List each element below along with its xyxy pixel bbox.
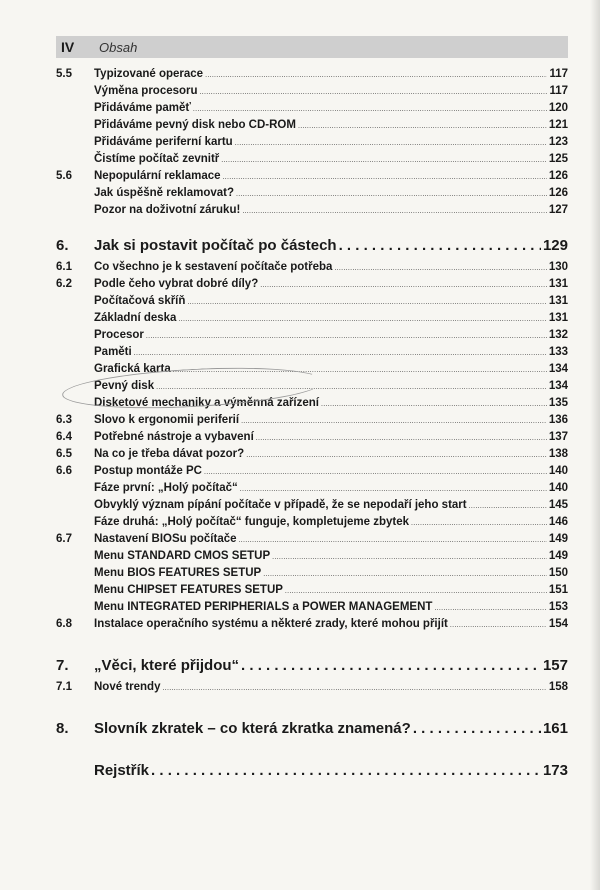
toc-entry-row xyxy=(56,681,568,698)
toc-entry-page: 154 xyxy=(548,618,568,630)
dot-leader xyxy=(146,329,547,341)
toc-entry-number: 5.5 xyxy=(56,68,72,80)
toc-entry-title: Potřebné nástroje a vybavení xyxy=(94,431,254,443)
toc-entry-page: 120 xyxy=(548,102,568,114)
toc-entry-number: 6.6 xyxy=(56,465,72,477)
toc-entry-row xyxy=(56,533,568,550)
toc-entry-number: 6.2 xyxy=(56,278,72,290)
dot-leader xyxy=(240,482,547,494)
toc-entry-page: 121 xyxy=(548,119,568,131)
dot-leader xyxy=(205,68,547,80)
toc-entry-number: 8. xyxy=(56,720,69,737)
toc-entry-title: Paměti xyxy=(94,346,132,358)
toc-entry-page: 132 xyxy=(548,329,568,341)
toc-entry-row xyxy=(56,550,568,567)
dot-leader xyxy=(241,414,547,426)
toc-entry-page: 150 xyxy=(548,567,568,579)
dot-leader xyxy=(272,550,547,562)
dot-leader xyxy=(321,397,547,409)
toc-chapter-row xyxy=(56,720,568,744)
dot-leader xyxy=(411,516,547,528)
toc-entry-row xyxy=(56,465,568,482)
toc-chapter-row xyxy=(56,762,568,786)
toc-entry-title: Co všechno je k sestavení počítače potřeba xyxy=(94,261,333,273)
toc-entry-row xyxy=(56,482,568,499)
toc-entry-row xyxy=(56,102,568,119)
toc-entry-title: „Věci, které přijdou“ xyxy=(94,657,240,674)
toc-entry-title: Menu STANDARD CMOS SETUP xyxy=(94,550,271,562)
dot-leader xyxy=(469,499,547,511)
toc-entry-number: 6.1 xyxy=(56,261,72,273)
toc-entry-page: 131 xyxy=(548,295,568,307)
toc-entry-title: Menu INTEGRATED PERIPHERIALS a POWER MANAGEMENT xyxy=(94,601,433,613)
dot-leader xyxy=(134,346,547,358)
toc-entry-title: Nové trendy xyxy=(94,681,161,693)
toc-entry-title: Nepopulární reklamace xyxy=(94,170,221,182)
page-number: IV xyxy=(61,39,75,55)
dot-leader xyxy=(221,153,547,165)
dot-leader xyxy=(246,448,547,460)
toc-entry-page: 140 xyxy=(548,465,568,477)
toc-entry-page: 117 xyxy=(549,68,568,80)
dot-leader xyxy=(151,762,541,779)
toc-entry-page: 145 xyxy=(548,499,568,511)
toc-entry-title: Pevný disk xyxy=(94,380,155,392)
toc-entry-row xyxy=(56,363,568,380)
toc-entry-title: Procesor xyxy=(94,329,144,341)
toc-entry-row xyxy=(56,295,568,312)
running-header-title: Obsah xyxy=(99,39,138,55)
toc-entry-title: Menu BIOS FEATURES SETUP xyxy=(94,567,262,579)
dot-leader xyxy=(339,237,541,254)
toc-entry-row xyxy=(56,278,568,295)
toc-entry-page: 158 xyxy=(548,681,568,693)
toc-entry-row xyxy=(56,397,568,414)
toc-entry-title: Jak si postavit počítač po částech xyxy=(94,237,337,254)
toc-entry-title: Výměna procesoru xyxy=(94,85,198,97)
toc-entry-title: Nastavení BIOSu počítače xyxy=(94,533,237,545)
toc-entry-title: Instalace operačního systému a některé zrady, které mohou přijít xyxy=(94,618,448,630)
toc-entry-title: Grafická karta xyxy=(94,363,171,375)
toc-entry-page: 129 xyxy=(542,237,568,254)
toc-entry-page: 149 xyxy=(548,533,568,545)
toc-entry-page: 146 xyxy=(548,516,568,528)
toc-entry-title: Na co je třeba dávat pozor? xyxy=(94,448,245,460)
toc-entry-number: 6.4 xyxy=(56,431,72,443)
toc-entry-page: 130 xyxy=(548,261,568,273)
toc-entry-number: 7.1 xyxy=(56,681,72,693)
toc-entry-page: 140 xyxy=(548,482,568,494)
toc-entry-page: 127 xyxy=(548,204,568,216)
dot-leader xyxy=(260,278,547,290)
toc-entry-page: 149 xyxy=(548,550,568,562)
toc-entry-row xyxy=(56,312,568,329)
dot-leader xyxy=(162,681,546,693)
toc-entry-page: 151 xyxy=(548,584,568,596)
dot-leader xyxy=(256,431,547,443)
toc-chapter-row xyxy=(56,657,568,681)
toc-entry-page: 126 xyxy=(548,187,568,199)
toc-entry-title: Menu CHIPSET FEATURES SETUP xyxy=(94,584,283,596)
toc-entry-title: Rejstřík xyxy=(94,762,150,779)
toc-entry-number: 6.8 xyxy=(56,618,72,630)
toc-entry-title: Fáze druhá: „Holý počítač“ funguje, kompletujeme zbytek xyxy=(94,516,410,528)
toc-entry-number: 7. xyxy=(56,657,69,674)
toc-entry-row xyxy=(56,85,568,102)
toc-entry-title: Přidáváme paměť xyxy=(94,102,191,114)
toc-entry-title: Čistíme počítač zevnitř xyxy=(94,153,220,165)
dot-leader xyxy=(173,363,547,375)
toc-entry-page: 173 xyxy=(542,762,568,779)
dot-leader xyxy=(223,170,547,182)
toc-entry-number: 6.3 xyxy=(56,414,72,426)
toc-entry-title: Pozor na doživotní záruku! xyxy=(94,204,241,216)
toc-entry-row xyxy=(56,414,568,431)
toc-entry-number: 6. xyxy=(56,237,69,254)
toc-entry-page: 133 xyxy=(548,346,568,358)
dot-leader xyxy=(285,584,547,596)
toc-entry-number: 5.6 xyxy=(56,170,72,182)
toc-entry-page: 131 xyxy=(548,312,568,324)
dot-leader xyxy=(204,465,547,477)
toc-entry-row xyxy=(56,136,568,153)
dot-leader xyxy=(187,295,546,307)
toc-entry-number: 6.7 xyxy=(56,533,72,545)
toc-entry-page: 137 xyxy=(548,431,568,443)
toc-entry-title: Fáze první: „Holý počítač“ xyxy=(94,482,238,494)
toc-entry-row xyxy=(56,601,568,618)
toc-entry-row xyxy=(56,499,568,516)
dot-leader xyxy=(178,312,546,324)
toc-entry-row xyxy=(56,170,568,187)
toc-entry-page: 157 xyxy=(542,657,568,674)
toc-entry-row xyxy=(56,448,568,465)
dot-leader xyxy=(241,657,541,674)
toc-entry-title: Obvyklý význam pípání počítače v případě, že se nepodaří jeho start xyxy=(94,499,467,511)
dot-leader xyxy=(434,601,546,613)
toc-entry-page: 153 xyxy=(548,601,568,613)
dot-leader xyxy=(413,720,541,737)
toc-entry-row xyxy=(56,187,568,204)
dot-leader xyxy=(193,102,547,114)
toc-entry-row xyxy=(56,618,568,635)
table-of-contents xyxy=(56,68,568,786)
toc-entry-title: Typizované operace xyxy=(94,68,204,80)
toc-entry-row xyxy=(56,431,568,448)
toc-entry-row xyxy=(56,380,568,397)
dot-leader xyxy=(235,136,547,148)
toc-entry-title: Podle čeho vybrat dobré díly? xyxy=(94,278,259,290)
toc-entry-row xyxy=(56,153,568,170)
dot-leader xyxy=(200,85,548,97)
dot-leader xyxy=(450,618,547,630)
toc-entry-page: 134 xyxy=(548,380,568,392)
toc-entry-page: 136 xyxy=(548,414,568,426)
toc-entry-page: 125 xyxy=(548,153,568,165)
dot-leader xyxy=(156,380,547,392)
toc-entry-page: 134 xyxy=(548,363,568,375)
toc-chapter-row xyxy=(56,237,568,261)
toc-entry-title: Slovník zkratek – co která zkratka znamená? xyxy=(94,720,411,737)
toc-entry-row xyxy=(56,68,568,85)
dot-leader xyxy=(239,533,547,545)
toc-entry-page: 161 xyxy=(542,720,568,737)
page-edge-shadow xyxy=(590,0,600,890)
toc-entry-number: 6.5 xyxy=(56,448,72,460)
toc-entry-title: Základní deska xyxy=(94,312,177,324)
running-header xyxy=(56,36,568,58)
dot-leader xyxy=(298,119,547,131)
toc-entry-page: 126 xyxy=(548,170,568,182)
toc-entry-title: Slovo k ergonomii periferií xyxy=(94,414,240,426)
toc-entry-row xyxy=(56,346,568,363)
toc-entry-row xyxy=(56,204,568,221)
toc-entry-page: 135 xyxy=(548,397,568,409)
toc-entry-row xyxy=(56,329,568,346)
toc-entry-title: Přidáváme periferní kartu xyxy=(94,136,233,148)
toc-entry-title: Počítačová skříň xyxy=(94,295,186,307)
toc-entry-row xyxy=(56,567,568,584)
toc-entry-title: Disketové mechaniky a výměnná zařízení xyxy=(94,397,319,409)
toc-entry-row xyxy=(56,516,568,533)
dot-leader xyxy=(236,187,547,199)
dot-leader xyxy=(242,204,547,216)
toc-entry-row xyxy=(56,584,568,601)
toc-entry-title: Postup montáže PC xyxy=(94,465,202,477)
toc-entry-title: Přidáváme pevný disk nebo CD-ROM xyxy=(94,119,296,131)
toc-entry-title: Jak úspěšně reklamovat? xyxy=(94,187,234,199)
toc-entry-page: 131 xyxy=(548,278,568,290)
dot-leader xyxy=(263,567,547,579)
toc-entry-page: 117 xyxy=(549,85,568,97)
toc-entry-row xyxy=(56,261,568,278)
toc-entry-page: 123 xyxy=(548,136,568,148)
dot-leader xyxy=(334,261,546,273)
toc-entry-page: 138 xyxy=(548,448,568,460)
toc-entry-row xyxy=(56,119,568,136)
